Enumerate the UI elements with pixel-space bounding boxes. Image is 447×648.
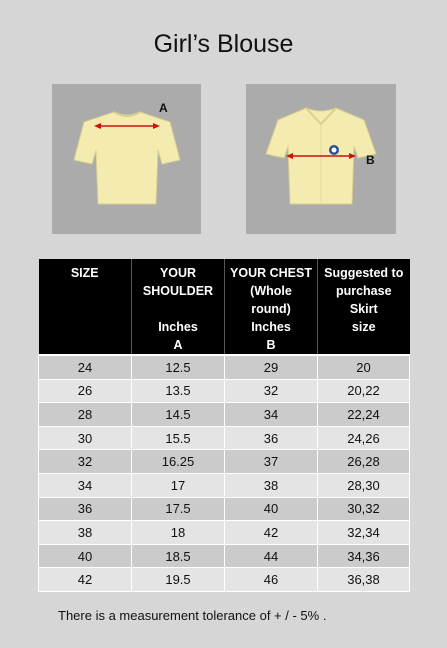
cell-size: 36 bbox=[39, 497, 132, 521]
cell-skirt: 20,22 bbox=[318, 379, 410, 403]
header-size: SIZE bbox=[39, 259, 132, 355]
cell-shoulder: 16.25 bbox=[132, 450, 225, 474]
page-title: Girl’s Blouse bbox=[153, 30, 294, 58]
cell-skirt: 20 bbox=[318, 355, 410, 379]
header-shoulder: YOUR SHOULDER Inches A bbox=[132, 259, 225, 355]
cell-chest: 32 bbox=[225, 379, 318, 403]
size-chart-table bbox=[38, 259, 410, 592]
cell-skirt: 28,30 bbox=[318, 473, 410, 497]
cell-chest: 46 bbox=[225, 568, 318, 592]
cell-skirt: 32,34 bbox=[318, 521, 410, 545]
tolerance-note: There is a measurement tolerance of + / - 5% . bbox=[58, 608, 327, 623]
cell-shoulder: 13.5 bbox=[132, 379, 225, 403]
cell-shoulder: 14.5 bbox=[132, 403, 225, 427]
marker-a-label: A bbox=[159, 101, 168, 115]
table-row bbox=[39, 403, 410, 427]
header-skirt-size: Suggested to purchase Skirt size bbox=[318, 259, 410, 355]
cell-shoulder: 18 bbox=[132, 521, 225, 545]
cell-shoulder: 18.5 bbox=[132, 544, 225, 568]
cell-size: 26 bbox=[39, 379, 132, 403]
cell-size: 24 bbox=[39, 355, 132, 379]
cell-shoulder: 12.5 bbox=[132, 355, 225, 379]
table-header-row bbox=[39, 259, 410, 355]
table-row bbox=[39, 473, 410, 497]
header-chest: YOUR CHEST (Whole round) Inches B bbox=[225, 259, 318, 355]
table-row bbox=[39, 497, 410, 521]
cell-size: 42 bbox=[39, 568, 132, 592]
table-row bbox=[39, 426, 410, 450]
table-row bbox=[39, 521, 410, 545]
table-row bbox=[39, 450, 410, 474]
cell-chest: 34 bbox=[225, 403, 318, 427]
cell-skirt: 36,38 bbox=[318, 568, 410, 592]
cell-size: 30 bbox=[39, 426, 132, 450]
cell-size: 34 bbox=[39, 473, 132, 497]
marker-b-label: B bbox=[366, 153, 375, 167]
blouse-back-photo bbox=[52, 84, 201, 234]
cell-skirt: 26,28 bbox=[318, 450, 410, 474]
cell-chest: 38 bbox=[225, 473, 318, 497]
table-row bbox=[39, 355, 410, 379]
cell-chest: 29 bbox=[225, 355, 318, 379]
cell-chest: 42 bbox=[225, 521, 318, 545]
cell-size: 40 bbox=[39, 544, 132, 568]
cell-skirt: 22,24 bbox=[318, 403, 410, 427]
cell-shoulder: 19.5 bbox=[132, 568, 225, 592]
cell-shoulder: 17 bbox=[132, 473, 225, 497]
cell-chest: 36 bbox=[225, 426, 318, 450]
cell-shoulder: 15.5 bbox=[132, 426, 225, 450]
cell-size: 32 bbox=[39, 450, 132, 474]
cell-shoulder: 17.5 bbox=[132, 497, 225, 521]
cell-skirt: 30,32 bbox=[318, 497, 410, 521]
cell-chest: 40 bbox=[225, 497, 318, 521]
cell-chest: 37 bbox=[225, 450, 318, 474]
table-row bbox=[39, 568, 410, 592]
cell-size: 28 bbox=[39, 403, 132, 427]
table-row bbox=[39, 379, 410, 403]
cell-chest: 44 bbox=[225, 544, 318, 568]
cell-skirt: 34,36 bbox=[318, 544, 410, 568]
cell-skirt: 24,26 bbox=[318, 426, 410, 450]
cell-size: 38 bbox=[39, 521, 132, 545]
table-row bbox=[39, 544, 410, 568]
